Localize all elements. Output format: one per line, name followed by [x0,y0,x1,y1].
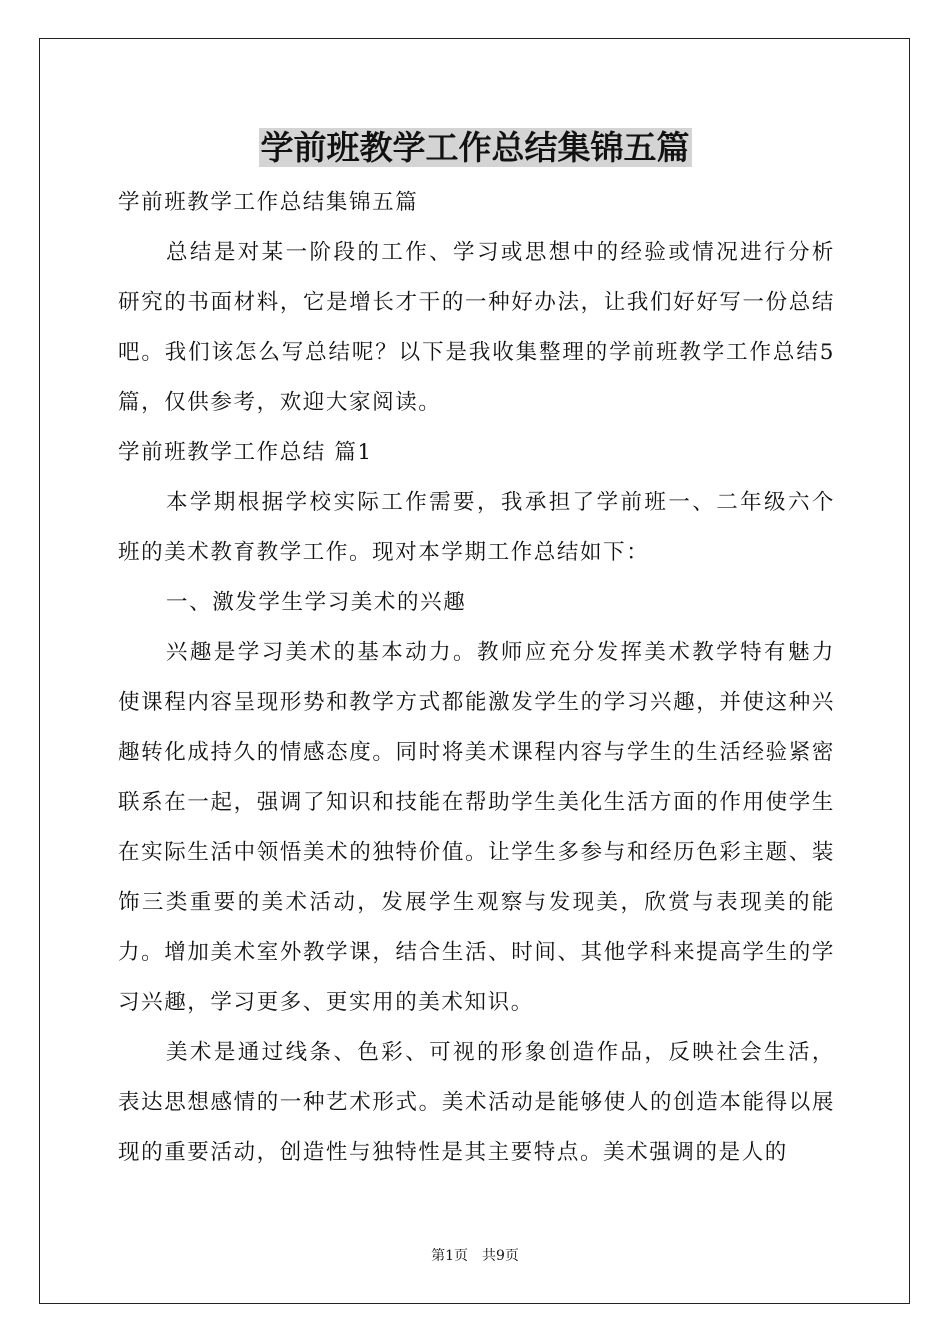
body-paragraph: 兴趣是学习美术的基本动力。教师应充分发挥美术教学特有魅力使课程内容呈现形势和教学方式都能激发学生的学习兴趣，并使这种兴趣转化成持久的情感态度。同时将美术课程内容与学生的生活经验紧密联系在一起，强调了知识和技能在帮助学生美化生活方面的作用使学生在实际生活中领悟美术的独特价值。让学生多参与和经历色彩主题、装饰三类重要的美术活动，发展学生观察与发现美，欣赏与表现美的能力。增加美术室外教学课，结合生活、时间、其他学科来提高学生的学习兴趣，学习更多、更实用的美术知识。 [118,640,835,1015]
document-title-text: 学前班教学工作总结集锦五篇 [260,128,690,167]
document-body [118,178,835,1178]
subtitle-line: 学前班教学工作总结集锦五篇 [118,190,419,215]
body-paragraph: 本学期根据学校实际工作需要，我承担了学前班一、二年级六个班的美术教育教学工作。现对本学期工作总结如下： [118,490,835,565]
page-footer [0,1246,950,1266]
page-number: 第1页 [431,1248,468,1264]
intro-paragraph: 总结是对某一阶段的工作、学习或思想中的经验或情况进行分析研究的书面材料，它是增长才干的一种好办法，让我们好好写一份总结吧。我们该怎么写总结呢？以下是我收集整理的学前班教学工作总结5篇，仅供参考，欢迎大家阅读。 [118,240,835,415]
body-paragraph: 美术是通过线条、色彩、可视的形象创造作品，反映社会生活，表达思想感情的一种艺术形式。美术活动是能够使人的创造本能得以展现的重要活动，创造性与独特性是其主要特点。美术强调的是人的 [118,1040,835,1165]
document-title [0,126,950,170]
section-heading: 学前班教学工作总结 篇1 [118,440,373,465]
page-total: 共9页 [482,1248,519,1264]
subsection-heading: 一、激发学生学习美术的兴趣 [166,590,467,615]
